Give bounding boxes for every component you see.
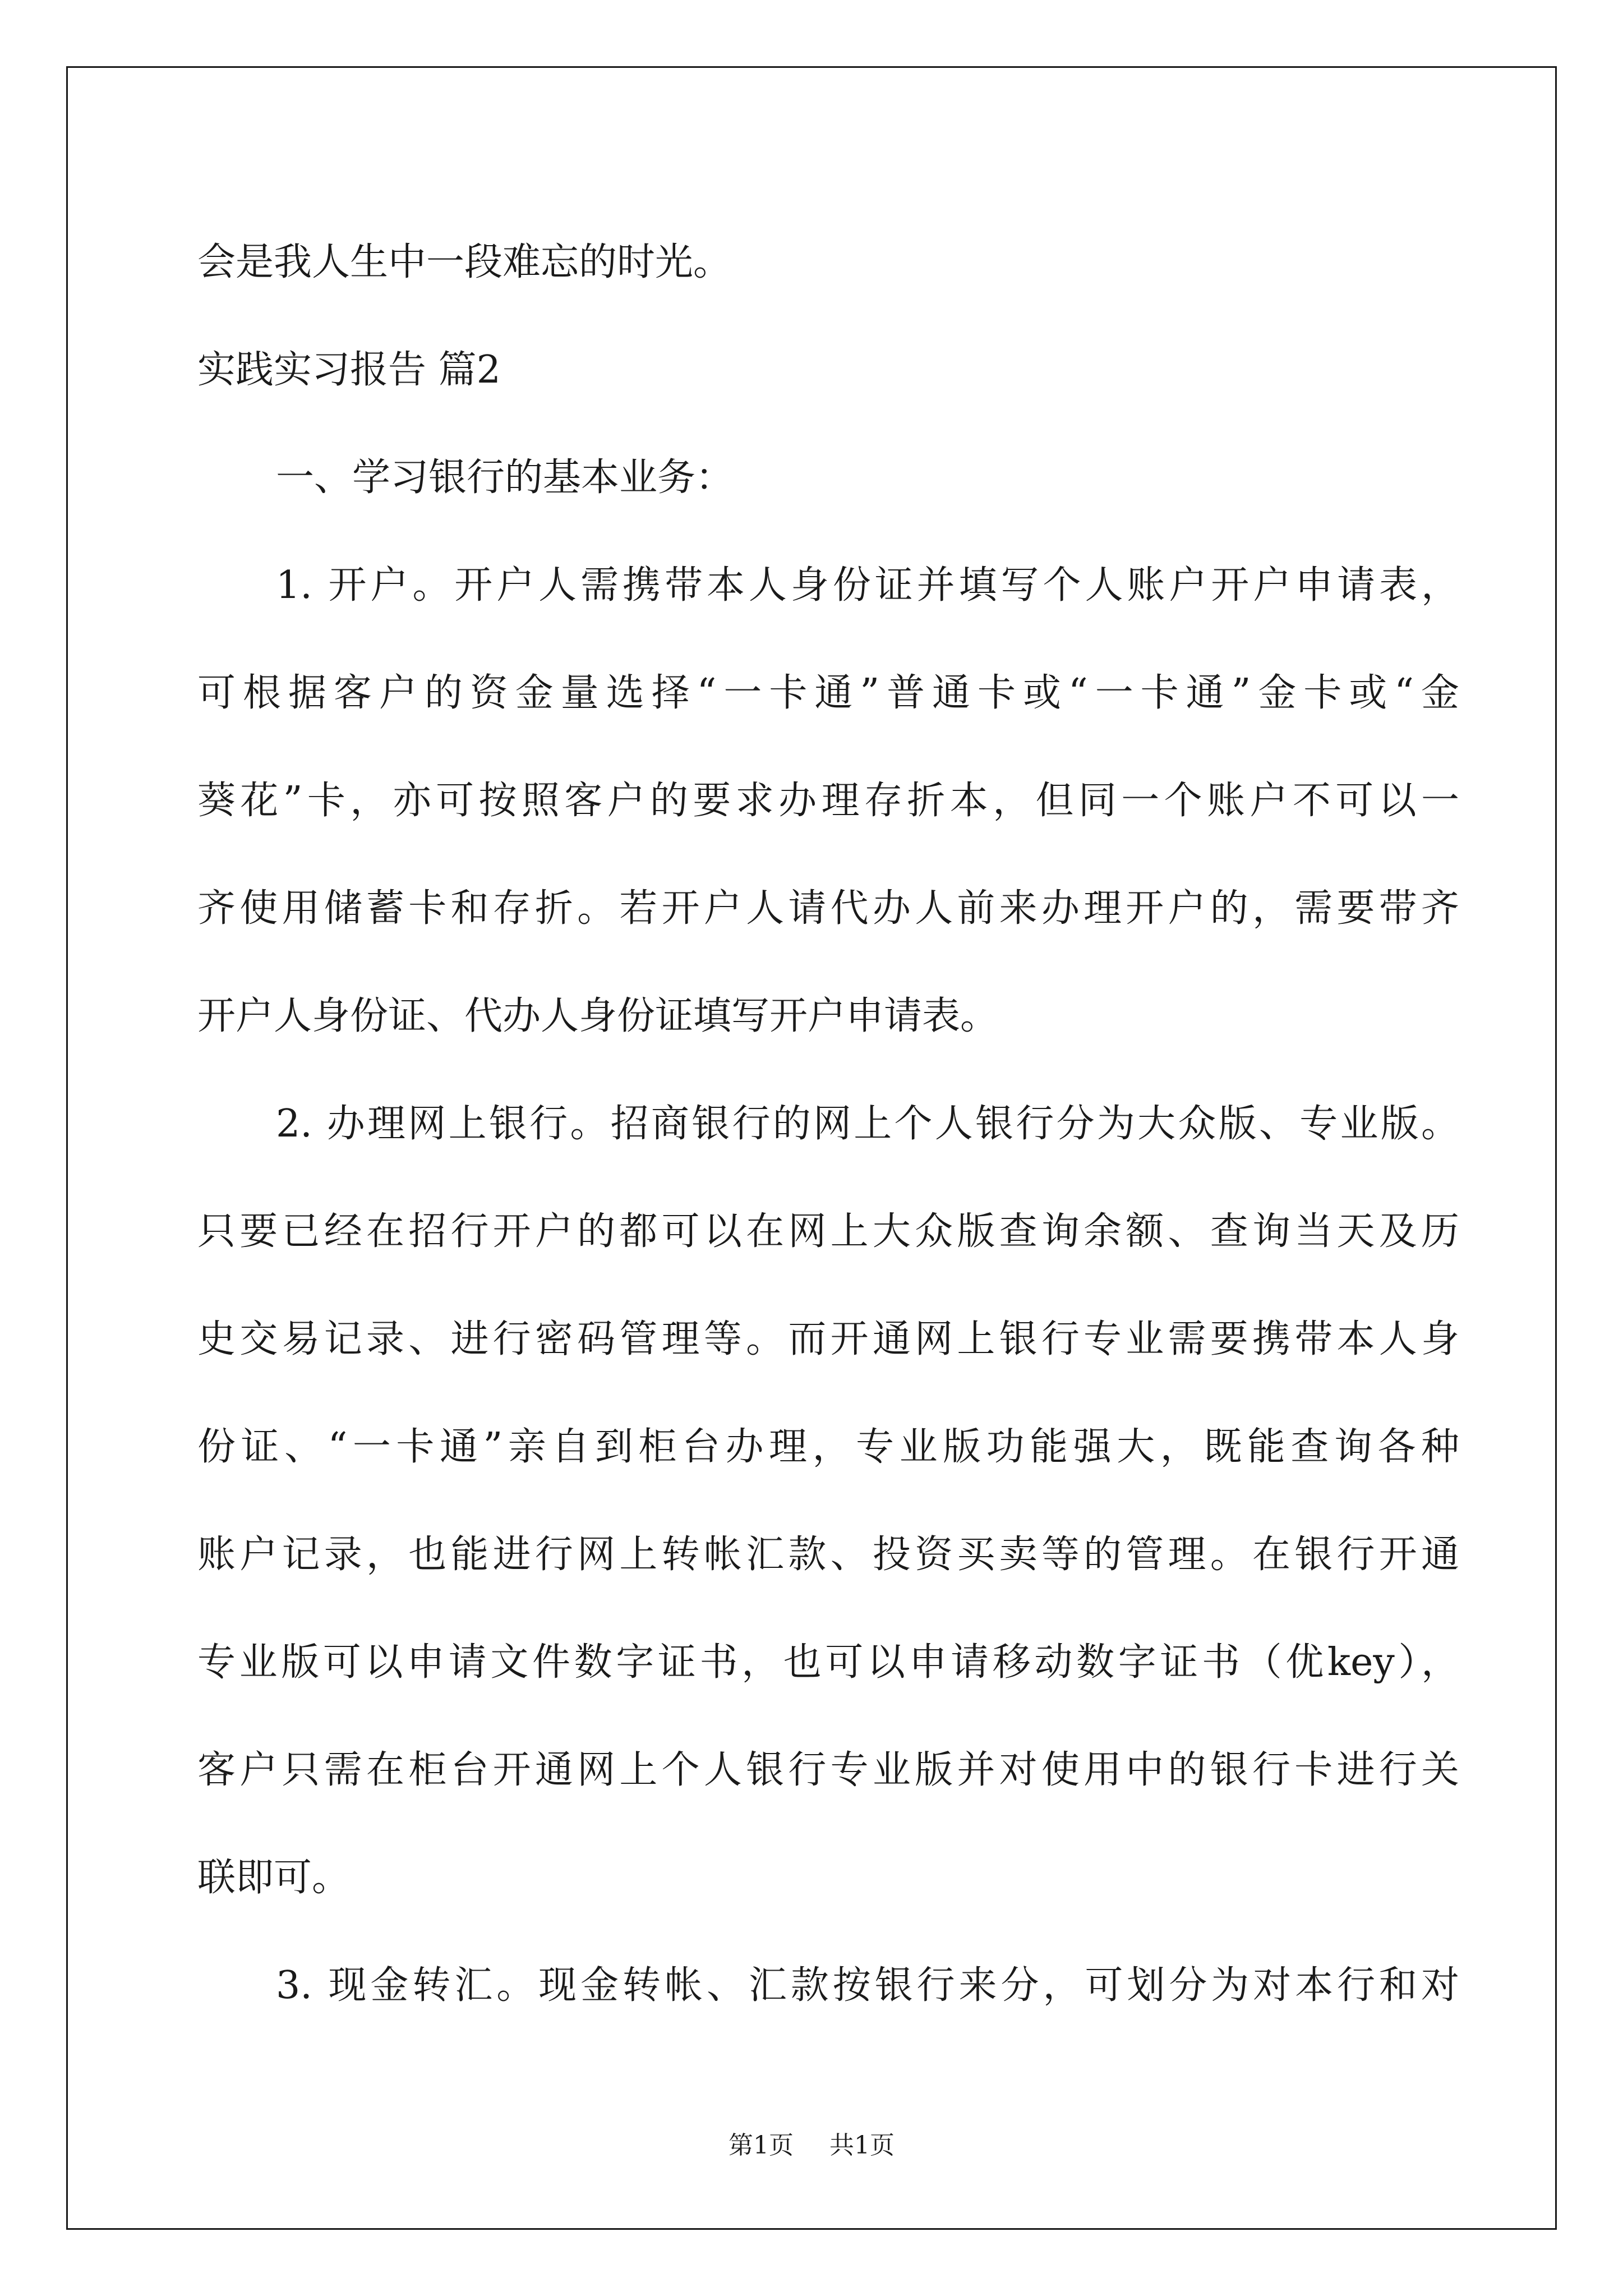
text-line: 齐使用储蓄卡和存折。若开户人请代办人前来办理开户的，需要带齐 (197, 886, 1459, 931)
text-line: 专业版可以申请文件数字证书，也可以申请移动数字证书（优key）， (197, 1640, 1459, 1685)
text-line: 葵花”卡，亦可按照客户的要求办理存折本，但同一个账户不可以一 (197, 779, 1459, 823)
text-line: 1. 开户。开户人需携带本人身份证并填写个人账户开户申请表， (276, 563, 1459, 608)
text-line: 客户只需在柜台开通网上个人银行专业版并对使用中的银行卡进行关 (197, 1748, 1459, 1792)
text-line: 会是我人生中一段难忘的时光。 (197, 240, 732, 284)
text-line: 份证、“一卡通”亲自到柜台办理，专业版功能强大，既能查询各种 (197, 1425, 1459, 1469)
text-line: 2. 办理网上银行。招商银行的网上个人银行分为大众版、专业版。 (276, 1102, 1459, 1146)
text-line: 联即可。 (197, 1856, 351, 1900)
text-line: 一、学习银行的基本业务： (276, 455, 734, 500)
document-body (197, 209, 1459, 2040)
total-pages-label: 共1页 (829, 2131, 895, 2160)
current-page-label: 第1页 (728, 2131, 794, 2160)
text-line: 开户人身份证、代办人身份证填写开户申请表。 (197, 994, 999, 1038)
text-line: 史交易记录、进行密码管理等。而开通网上银行专业需要携带本人身 (197, 1317, 1459, 1361)
text-line: 账户记录，也能进行网上转帐汇款、投资买卖等的管理。在银行开通 (197, 1533, 1459, 1577)
text-line: 3. 现金转汇。现金转帐、汇款按银行来分，可划分为对本行和对 (276, 1963, 1459, 2008)
text-line: 只要已经在招行开户的都可以在网上大众版查询余额、查询当天及历 (197, 1209, 1459, 1254)
text-line: 实践实习报告 篇2 (197, 348, 501, 392)
text-line: 可根据客户的资金量选择“一卡通”普通卡或“一卡通”金卡或“金 (197, 671, 1459, 715)
page-footer (0, 2125, 1623, 2161)
